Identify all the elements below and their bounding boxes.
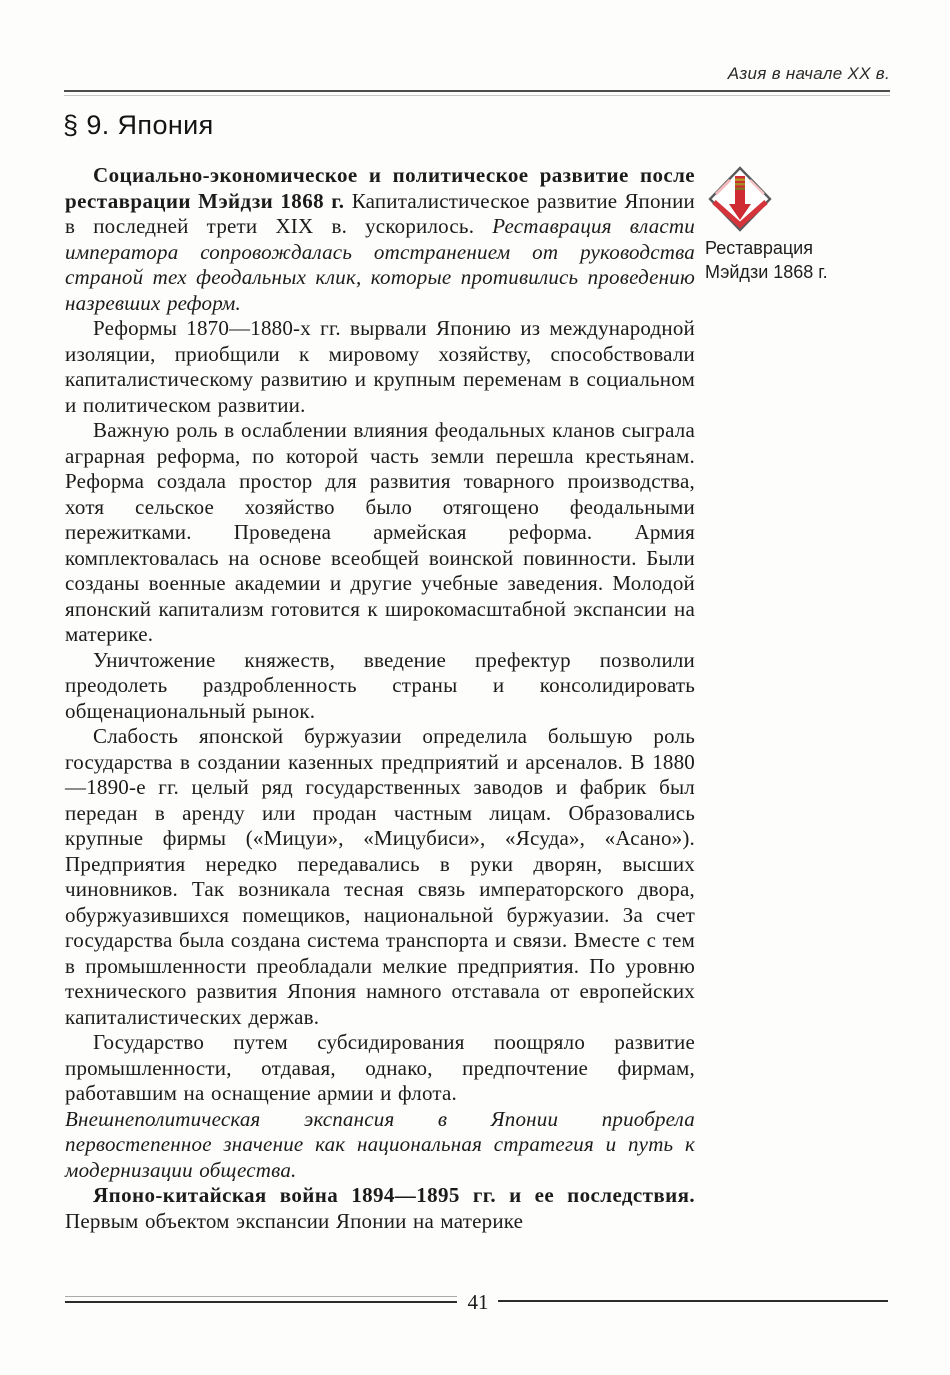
text-segment-normal: Уничтожение княжеств, введение префектур позволили преодолеть раздробленность страны и консолидировать общенациональный рынок. [65,647,695,723]
text-segment-normal: Первым объектом экспансии Японии на материке [65,1208,524,1233]
running-header: Азия в начале XX в. [727,64,890,83]
text-segment-normal: Слабость японской буржуазии определила большую роль государства в создании казенных предприятий и арсеналов. В 1880—1890-е гг. целый ряд государственных заводов и фабрик был передан в аренду или продан частным лицам. Образовались крупные фирмы («Мицуи», «Мицубиси», «Ясуда», «Асано»). Предприятия нередко передавались в руки дворян, высших чиновников. Так возникала тесная связь императорского двора, обуржуазившихся помещиков, национальной буржуазии. За счет государства была создана система транспорта и связи. Вместе с тем в промышленности преобладали мелкие предприятия. По уровню технического развития Япония намного отставала от европейских капиталистических держав. [65,724,695,1029]
paragraph [65,316,695,418]
text-segment-normal: Важную роль в ослаблении влияния феодальных кланов сыграла аграрная реформа, по которой часть земли перешла крестьянам. Реформа создала простор для развития товарного производства, хотя сельское хозяйство было отягощено феодальными пережитками. Проведена армейская реформа. Армия комплектовалась на основе всеобщей воинской повинности. Были созданы военные академии и другие учебные заведения. Молодой японский капитализм готовится к широкомасштабной экспансии на материке. [65,418,695,646]
paragraph [65,724,695,1030]
paragraph [65,163,695,316]
paragraph [65,1107,695,1184]
margin-note-caption: Реставрация Мэйдзи 1868 г. [705,238,828,282]
page-title: § 9. Япония [63,110,214,140]
paragraph [65,418,695,648]
margin-note [705,165,890,284]
text-segment-normal: Государство путем субсидирования поощряло развитие промышленности, отдавая, однако, предпочтение фирмам, работавшим на оснащение армии и флота. [65,1030,695,1105]
page-number: 41 [467,1290,489,1314]
meiji-restoration-icon [707,165,773,233]
text-segment-bold: Социально-экономическое и политическое развитие после реставрации Мэйдзи 1868 г. [65,163,695,213]
text-segment-italic: Реставрация власти императора сопровождалась отстранением от руководства страной тех феодальных клик, которые противились проведению назревших реформ. [65,214,695,315]
text-segment-italic: Внешнеполитическая экспансия в Японии приобрела первостепенное значение как национальная стратегия и путь к модернизации общества. [65,1106,695,1182]
paragraph [65,648,695,725]
paragraph [65,1183,695,1234]
footer-rule-right [498,1300,888,1302]
text-segment-bold: Японо-китайская война 1894—1895 гг. и ее последствия. [93,1183,695,1207]
paragraph [65,1030,695,1107]
text-segment-normal: Реформы 1870—1880-х гг. вырвали Японию из международной изоляции, приобщили к мировому хозяйству, способствовали капиталистическому развитию и крупным переменам в социальном и политическом развитии. [65,316,695,417]
footer-rule-left [65,1296,457,1303]
text-segment-normal: Капиталистическое развитие Японии в последней трети XIX в. ускорилось. [65,188,695,238]
body-text [65,163,695,1234]
header-rule [64,90,890,96]
